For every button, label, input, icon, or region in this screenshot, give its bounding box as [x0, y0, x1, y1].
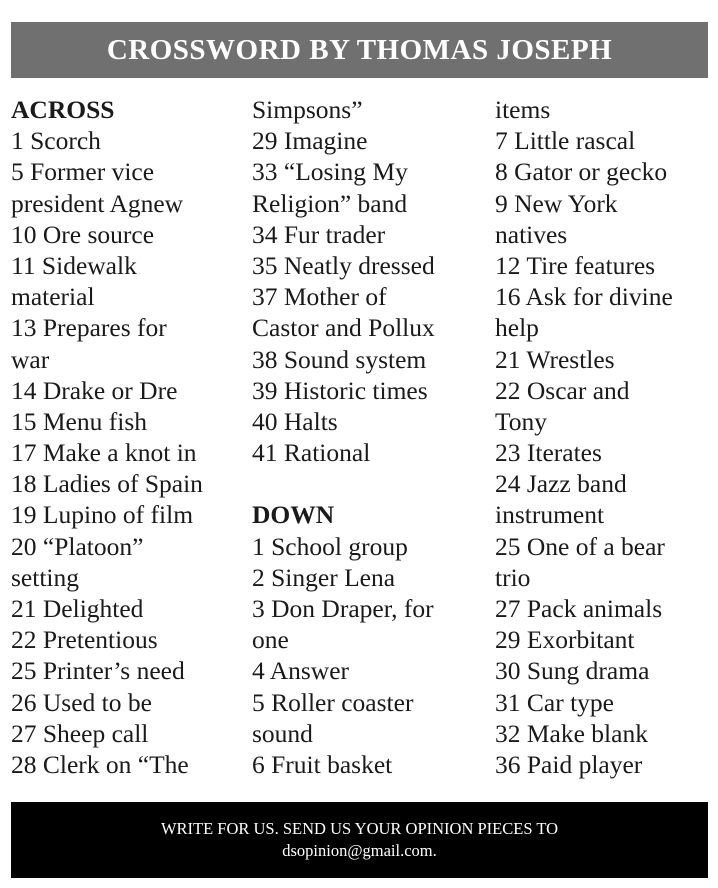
- clue-column-2: [252, 94, 486, 780]
- footer-email[interactable]: dsopinion@gmail.com.: [282, 841, 437, 860]
- clue-line: 19 Lupino of film: [11, 500, 194, 530]
- clue-line: 17 Make a knot in: [11, 438, 197, 468]
- clue-line: 30 Sung drama: [495, 656, 650, 686]
- clue-line: 2 Singer Lena: [252, 562, 396, 592]
- clue-line: 18 Ladies of Spain: [11, 469, 203, 499]
- clue-line: 28 Clerk on “The: [11, 749, 189, 779]
- clue-line: 22 Oscar and: [495, 375, 630, 405]
- clue-line: instrument: [495, 500, 605, 530]
- clue-line: natives: [495, 219, 568, 249]
- clue-line: president Agnew: [11, 188, 184, 218]
- clue-line: 29 Exorbitant: [495, 625, 635, 655]
- clue-line: 15 Menu fish: [11, 406, 147, 436]
- clue-line: 32 Make blank: [495, 718, 648, 748]
- clue-line: war: [11, 344, 50, 374]
- clue-line: 29 Imagine: [252, 126, 368, 156]
- clue-line: 8 Gator or gecko: [495, 157, 668, 187]
- clue-line: 22 Pretentious: [11, 625, 158, 655]
- clue-line: 1 School group: [252, 531, 408, 561]
- clue-line: help: [495, 313, 539, 343]
- clue-line: 31 Car type: [495, 687, 614, 717]
- clue-line: 24 Jazz band: [495, 469, 627, 499]
- clue-line: 14 Drake or Dre: [11, 375, 178, 405]
- clue-line: 20 “Platoon”: [11, 531, 144, 561]
- clue-line: items: [495, 95, 551, 124]
- clue-line: Religion” band: [252, 188, 408, 218]
- clue-line: trio: [495, 562, 531, 592]
- clue-line: 27 Sheep call: [11, 718, 149, 748]
- clue-line: 25 Printer’s need: [11, 656, 185, 686]
- across-heading: ACROSS: [11, 95, 115, 124]
- clue-line: 40 Halts: [252, 406, 338, 436]
- clue-line: 34 Fur trader: [252, 219, 386, 249]
- clue-line: sound: [252, 718, 313, 748]
- clue-line: 25 One of a bear: [495, 531, 665, 561]
- clue-line: 39 Historic times: [252, 375, 428, 405]
- clue-line: 6 Fruit basket: [252, 749, 393, 779]
- clue-line: 12 Tire features: [495, 250, 656, 280]
- clue-line: 3 Don Draper, for: [252, 594, 434, 623]
- clue-line: 7 Little rascal: [495, 126, 636, 156]
- clue-line: material: [11, 282, 95, 312]
- clue-line: 33 “Losing My: [252, 157, 408, 187]
- clue-line: Castor and Pollux: [252, 313, 435, 343]
- clue-line: 38 Sound system: [252, 344, 427, 374]
- clue-line: setting: [11, 562, 79, 592]
- clue-line: 26 Used to be: [11, 687, 152, 717]
- clue-line: 11 Sidewalk: [11, 250, 137, 280]
- clue-line: 36 Paid player: [495, 749, 643, 779]
- clue-line: 37 Mother of: [252, 282, 387, 312]
- clue-line: one: [252, 625, 289, 655]
- clue-line: 13 Prepares for: [11, 313, 167, 343]
- clue-line: 16 Ask for divine: [495, 282, 673, 312]
- clue-line: 4 Answer: [252, 656, 350, 686]
- crossword-title: CROSSWORD BY THOMAS JOSEPH: [11, 22, 708, 78]
- clue-line: 41 Rational: [252, 438, 371, 468]
- clue-line: Tony: [495, 406, 548, 436]
- clue-line: 21 Wrestles: [495, 344, 615, 374]
- clue-line: 9 New York: [495, 188, 618, 218]
- clue-line: 10 Ore source: [11, 219, 155, 249]
- clue-line: Simpsons”: [252, 95, 363, 124]
- clue-line: 5 Roller coaster: [252, 687, 414, 717]
- clue-column-1: [11, 94, 243, 780]
- clue-line: 5 Former vice: [11, 157, 155, 187]
- footer-banner: [11, 802, 708, 878]
- clue-column-3: [495, 94, 715, 780]
- clue-line: 1 Scorch: [11, 126, 101, 156]
- footer-text: WRITE FOR US. SEND US YOUR OPINION PIECES TO: [160, 819, 559, 838]
- down-heading: DOWN: [252, 500, 335, 530]
- clue-line: 27 Pack animals: [495, 594, 663, 623]
- clue-line: 21 Delighted: [11, 594, 144, 623]
- clue-line: 23 Iterates: [495, 438, 602, 468]
- spacer-line: [252, 468, 486, 499]
- clue-line: 35 Neatly dressed: [252, 250, 435, 280]
